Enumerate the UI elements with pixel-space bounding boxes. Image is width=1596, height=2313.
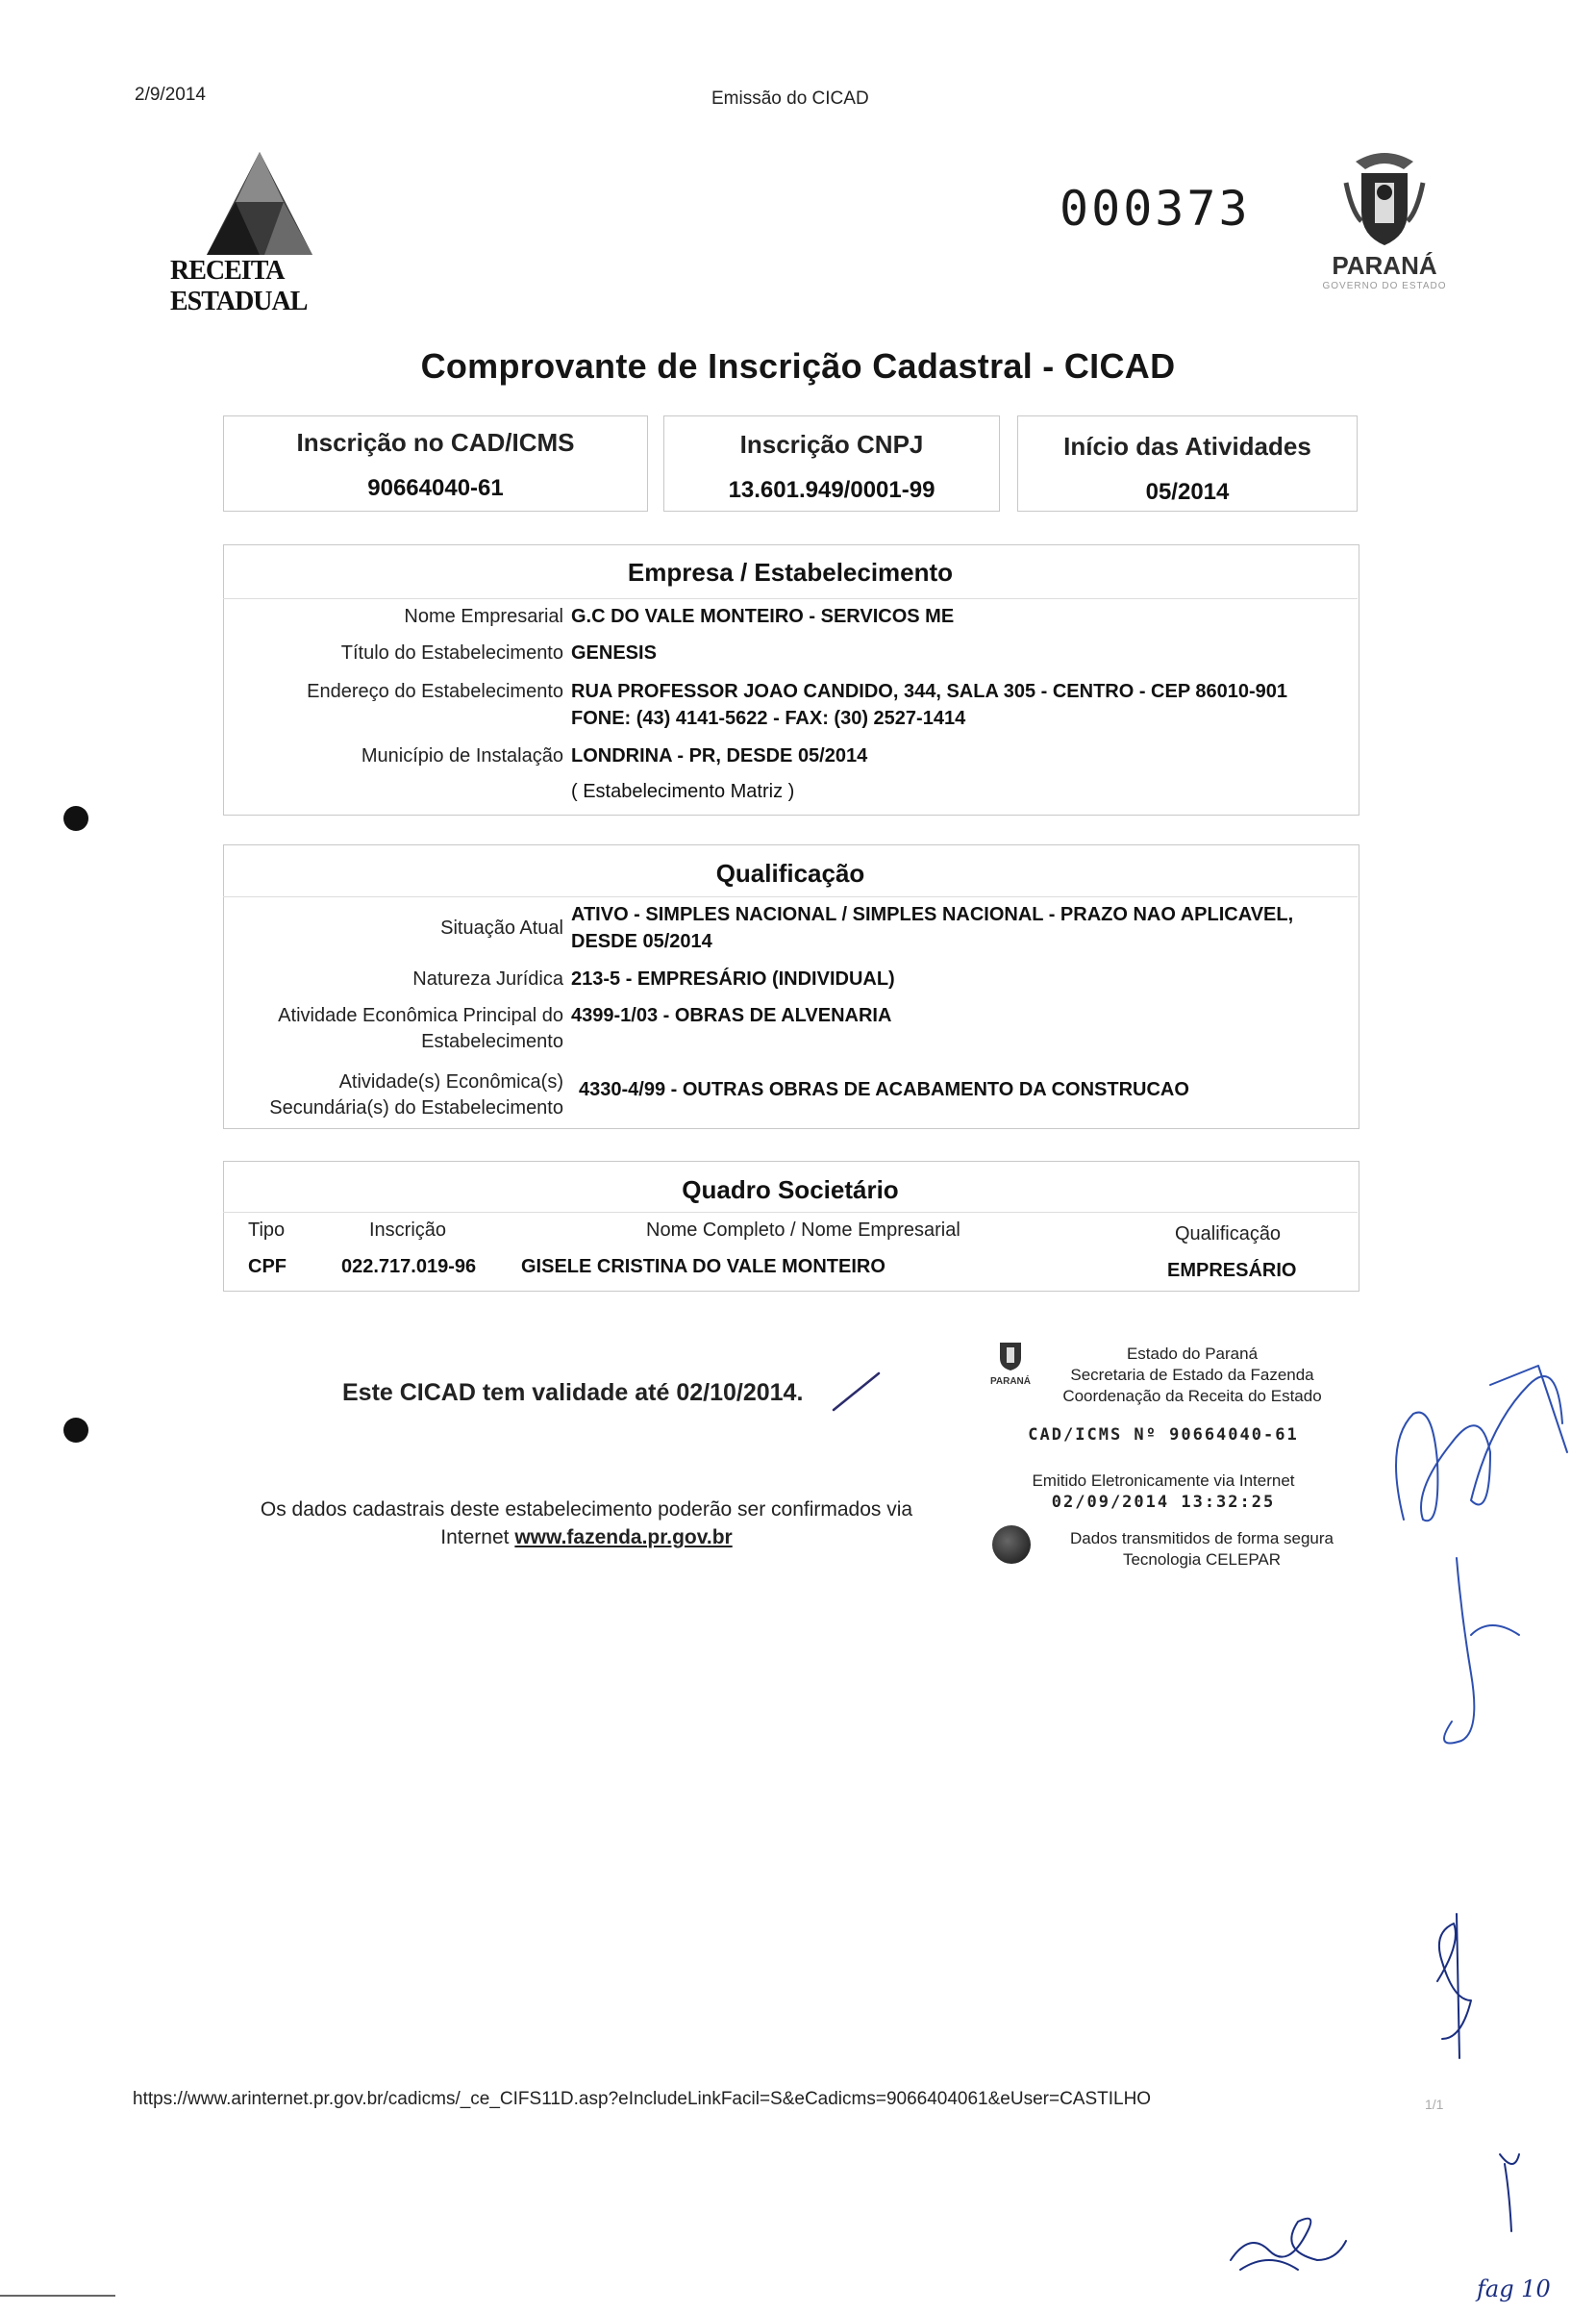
atividade-principal-label-2: Estabelecimento [421,1031,563,1052]
validade-text: Este CICAD tem validade até 02/10/2014. [342,1379,804,1406]
triangle-logo-icon [168,144,361,269]
fone-value: FONE: (43) 4141-5622 - FAX: (30) 2527-1414 [571,708,966,729]
mini-parana-logo [977,1337,1044,1387]
quadro-divider [223,1212,1358,1213]
handwritten-initials [1211,2193,1365,2289]
situacao-value-1: ATIVO - SIMPLES NACIONAL / SIMPLES NACIONAL - PRAZO NAO APLICAVEL, [571,904,1294,925]
stamp-line-1: Estado do Paraná [1126,1345,1259,1363]
endereco-value: RUA PROFESSOR JOAO CANDIDO, 344, SALA 305 - CENTRO - CEP 86010-901 [571,681,1288,702]
stamp-transmitidos: Dados transmitidos de forma segura [1069,1529,1334,1547]
row-nome: GISELE CRISTINA DO VALE MONTEIRO [521,1256,885,1277]
titulo-estabelecimento-value: GENESIS [571,642,657,664]
check-mark-icon [829,1368,886,1416]
cnpj-value: 13.601.949/0001-99 [728,477,935,503]
row-tipo: CPF [248,1256,287,1277]
quadro-title: Quadro Societário [682,1175,899,1204]
col-qualificacao: Qualificação [1175,1223,1282,1244]
nome-empresarial-value: G.C DO VALE MONTEIRO - SERVICOS ME [571,606,955,627]
atividade-secundaria-value: 4330-4/99 - OUTRAS OBRAS DE ACABAMENTO DA CONSTRUCAO [579,1079,1189,1100]
row-qualificacao: EMPRESÁRIO [1167,1260,1297,1281]
handwritten-page-note: fag 10 [1477,2275,1551,2302]
confirmacao-line-1: Os dados cadastrais deste estabelecimento poderão ser confirmados via [260,1498,913,1521]
punch-hole-bottom [63,1418,88,1443]
nome-empresarial-label: Nome Empresarial [404,606,563,627]
stamp-number: 000373 [1060,181,1251,237]
municipio-label: Município de Instalação [361,745,563,767]
parana-subtitle: GOVERNO DO ESTADO [1322,281,1447,291]
print-title: Emissão do CICAD [711,88,869,109]
coat-of-arms-icon [1336,144,1433,250]
document-title: Comprovante de Inscrição Cadastral - CICAD [420,346,1176,386]
col-nome: Nome Completo / Nome Empresarial [646,1219,960,1241]
handwritten-signature [1346,1327,1596,2289]
natureza-label: Natureza Jurídica [412,968,563,990]
row-inscricao: 022.717.019-96 [341,1256,477,1277]
titulo-estabelecimento-label: Título do Estabelecimento [340,642,563,664]
fazenda-link[interactable]: www.fazenda.pr.gov.br [514,1526,733,1548]
confirmacao-line-2 [221,1526,952,1549]
qualificacao-divider [223,896,1358,897]
cnpj-box [663,415,1000,512]
situacao-label: Situação Atual [440,918,563,939]
confirmacao-prefix: Internet [440,1526,515,1548]
cad-icms-label: Inscrição no CAD/ICMS [296,428,575,457]
cad-icms-value: 90664040-61 [367,475,504,501]
footer-page: 1/1 [1425,2097,1444,2112]
stamp-cad-icms: CAD/ICMS Nº 90664040-61 [1028,1425,1299,1445]
secure-seal-icon [992,1525,1031,1564]
atividade-secundaria-label-2: Secundária(s) do Estabelecimento [269,1097,563,1119]
estabelecimento-matriz: ( Estabelecimento Matriz ) [571,781,795,802]
stamp-line-2: Secretaria de Estado da Fazenda [1070,1366,1314,1384]
inicio-atividades-box [1017,415,1358,512]
col-inscricao: Inscrição [369,1219,447,1241]
receita-estadual-logo [168,144,399,316]
col-tipo: Tipo [248,1219,286,1241]
stamp-tecnologia: Tecnologia CELEPAR [1122,1550,1282,1569]
atividade-principal-value: 4399-1/03 - OBRAS DE ALVENARIA [571,1005,892,1026]
atividade-principal-label-1: Atividade Econômica Principal do [278,1005,563,1026]
mini-logo-text: PARANÁ [989,1376,1032,1387]
inicio-atividades-label: Início das Atividades [1063,432,1311,461]
stamp-datetime: 02/09/2014 13:32:25 [1051,1493,1276,1512]
cad-icms-box [223,415,648,512]
stamp-line-3: Coordenação da Receita do Estado [1062,1387,1322,1405]
municipio-value: LONDRINA - PR, DESDE 05/2014 [571,745,868,767]
cnpj-label: Inscrição CNPJ [739,430,924,459]
atividade-secundaria-label-1: Atividade(s) Econômica(s) [338,1071,563,1093]
inicio-atividades-value: 05/2014 [1145,479,1230,505]
parana-logo [1308,144,1461,308]
print-date: 2/9/2014 [135,85,206,105]
endereco-label: Endereço do Estabelecimento [307,681,563,702]
qualificacao-title: Qualificação [715,859,865,888]
receita-estadual-text: RECEITA ESTADUAL [170,256,308,316]
footer-url: https://www.arinternet.pr.gov.br/cadicms/_ce_CIFS11D.asp?eIncludeLinkFacil=S&eCadicms=9066404061&eUser=CASTILHO [133,2089,1152,2109]
empresa-title: Empresa / Estabelecimento [627,558,954,587]
parana-name: PARANÁ [1332,251,1437,280]
stamp-emitido: Emitido Eletronicamente via Internet [1032,1471,1295,1490]
situacao-value-2: DESDE 05/2014 [571,931,712,952]
natureza-value: 213-5 - EMPRESÁRIO (INDIVIDUAL) [571,968,895,990]
empresa-divider [223,598,1358,599]
footer-rule [0,2295,115,2297]
mini-coat-of-arms-icon [994,1337,1027,1371]
punch-hole-top [63,806,88,831]
